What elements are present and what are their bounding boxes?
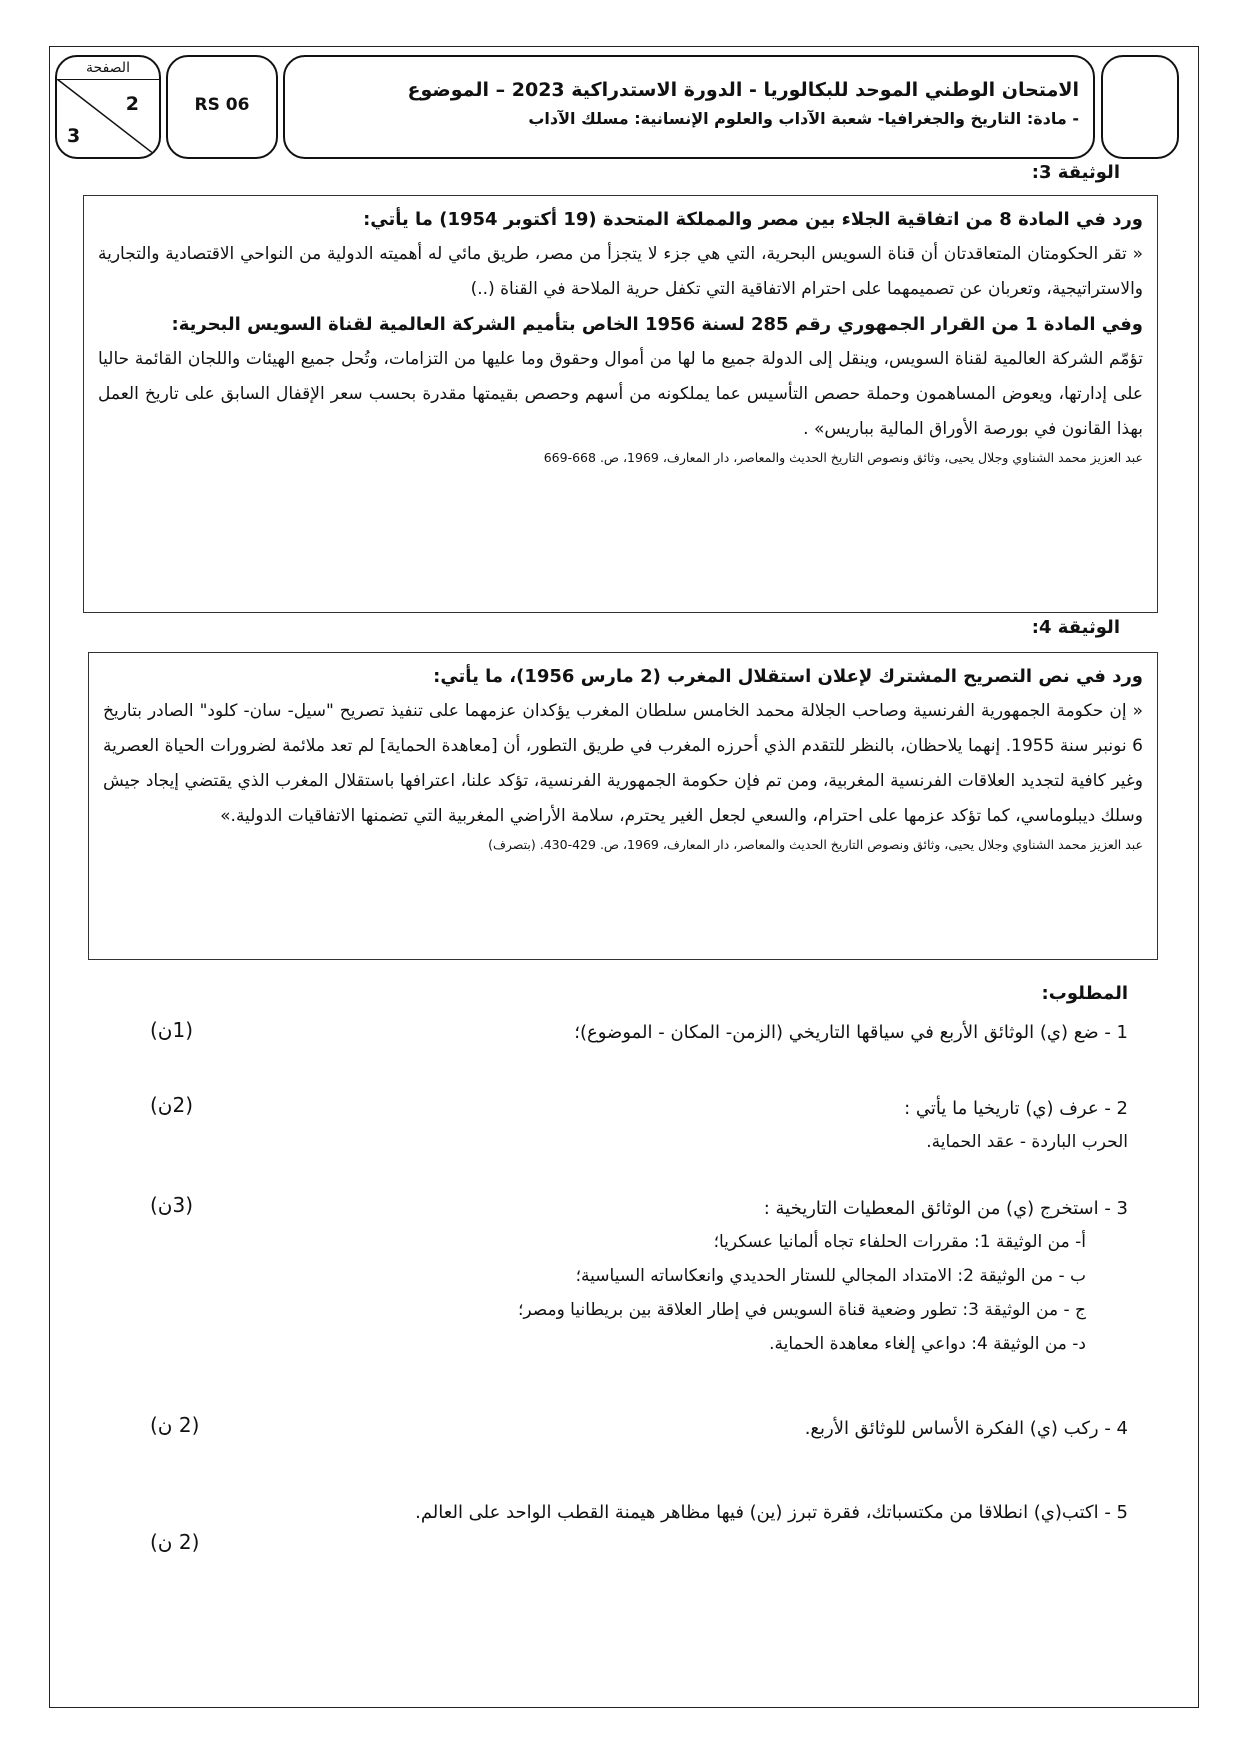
doc4-intro: ورد في نص التصريح المشترك لإعلان استقلال المغرب (2 مارس 1956)، ما يأتي: [433,666,1143,687]
requirements-heading: المطلوب: [1041,983,1128,1004]
doc3-text-article8: « تقر الحكومتان المتعاقدتان أن قناة السويس البحرية، التي هي جزء لا يتجزأ من مصر، طريق مائي له أهميته الدولية من النواحي الاقتصادية والتجارية والاستراتيجية، وتعربان عن تصميمهما على احترام الاتفاقية التي تكفل حرية الملاحة في القناة (..) [98,244,1143,299]
question-3-text: 3 - استخرج (ي) من الوثائق المعطيات التاريخية : [763,1198,1128,1219]
exam-title: الامتحان الوطني الموحد للبكالوريا - الدورة الاستدراكية 2023 – الموضوع [407,79,1079,101]
doc3-box [83,195,1158,613]
page-number: 2 [125,93,139,115]
page-number-box [55,55,161,159]
question-4: 4 - ركب (ي) الفكرة الأساس للوثائق الأربع. [804,1418,1128,1439]
doc3-intro-decree: وفي المادة 1 من القرار الجمهوري رقم 285 لسنة 1956 الخاص بتأميم الشركة العالمية لقناة السويس البحرية: [171,314,1143,335]
question-3-item-b: ب - من الوثيقة 2: الامتداد المجالي للستار الحديدي وانعكاساته السياسية؛ [575,1266,1086,1286]
question-2 [130,1093,1128,1159]
question-5: 5 - اكتب(ي) انطلاقا من مكتسباتك، فقرة تبرز (ين) فيها مظاهر هيمنة القطب الواحد على العالم. [415,1502,1128,1523]
doc4-box [88,652,1158,960]
exam-title-box [283,55,1095,159]
question-1: 1 - ضع (ي) الوثائق الأربع في سياقها التاريخي (الزمن- المكان - الموضوع)؛ [574,1022,1128,1043]
question-3-item-d: د- من الوثيقة 4: دواعي إلغاء معاهدة الحماية. [769,1334,1086,1354]
question-3 [130,1193,1128,1361]
question-2-text: 2 - عرف (ي) تاريخيا ما يأتي : [904,1098,1128,1119]
doc3-text-decree: تؤمّم الشركة العالمية لقناة السويس، وينقل إلى الدولة جميع ما لها من أموال وحقوق وما عليها من التزامات، وتُحل جميع الهيئات واللجان القائمة حاليا على إدارتها، ويعوض المساهمون وحملة حصص التأسيس عما يملكونه من أسهم وحصص بقيمتها مقدرة بحسب سعر الإقفال السابق على تاريخ العمل بهذا القانون في بورصة الأوراق المالية بباريس» . [98,349,1143,439]
page-total: 3 [67,125,81,147]
doc4-text: « إن حكومة الجمهورية الفرنسية وصاحب الجلالة محمد الخامس سلطان المغرب يؤكدان عزمهما على تنفيذ تصريح "سيل- سان- كلود" الصادر بتاريخ 6 نونبر سنة 1955. إنهما يلاحظان، بالنظر للتقدم الذي أحرزه المغرب في طريق التطور، أن [معاهدة الحماية] لم تعد ملائمة لضرورات الحياة العصرية وغير كافية لتجديد العلاقات الفرنسية المغربية، ومن تم فإن حكومة الجمهورية الفرنسية، تؤكد علنا، اعترافها باستقلال المغرب الذي يقتضي إيجاد جيش وسلك ديبلوماسي، كما تؤكد عزمها على احترام، والسعي لجعل الغير يحترم، سلامة الأراضي المغربية التي تضمنها الاتفاقيات الدولية.» [103,701,1143,826]
page-diagonal [57,79,161,159]
blank-box [1101,55,1179,159]
exam-code-box [166,55,278,159]
question-3-item-c: ج - من الوثيقة 3: تطور وضعية قناة السويس في إطار العلاقة بين بريطانيا ومصر؛ [517,1300,1086,1320]
question-3-item-a: أ- من الوثيقة 1: مقررات الحلفاء تجاه ألمانيا عسكريا؛ [713,1232,1086,1252]
question-5-score: (2 ن) [150,1530,200,1554]
page-label: الصفحة [57,57,159,80]
question-4-score: (2 ن) [150,1413,200,1437]
question-1-score: (1ن) [150,1018,194,1042]
exam-subject: - مادة: التاريخ والجغرافيا- شعبة الآداب والعلوم الإنسانية: مسلك الآداب [528,109,1079,128]
doc4-source: عبد العزيز محمد الشناوي وجلال يحيى، وثائق ونصوص التاريخ الحديث والمعاصر، دار المعارف، 1969، ص. 429-430. (بتصرف) [488,837,1143,852]
doc3-heading: الوثيقة 3: [1031,162,1120,183]
exam-code: RS 06 [194,95,250,115]
doc3-source: عبد العزيز محمد الشناوي وجلال يحيى، وثائق ونصوص التاريخ الحديث والمعاصر، دار المعارف، 1969، ص. 668-669 [543,450,1143,465]
question-3-score: (3ن) [150,1193,194,1217]
question-2-score: (2ن) [150,1093,194,1117]
doc3-intro-article8: ورد في المادة 8 من اتفاقية الجلاء بين مصر والمملكة المتحدة (19 أكتوبر 1954) ما يأتي: [363,209,1143,230]
question-2-terms: الحرب الباردة - عقد الحماية. [926,1132,1128,1152]
doc4-heading: الوثيقة 4: [1031,617,1120,638]
